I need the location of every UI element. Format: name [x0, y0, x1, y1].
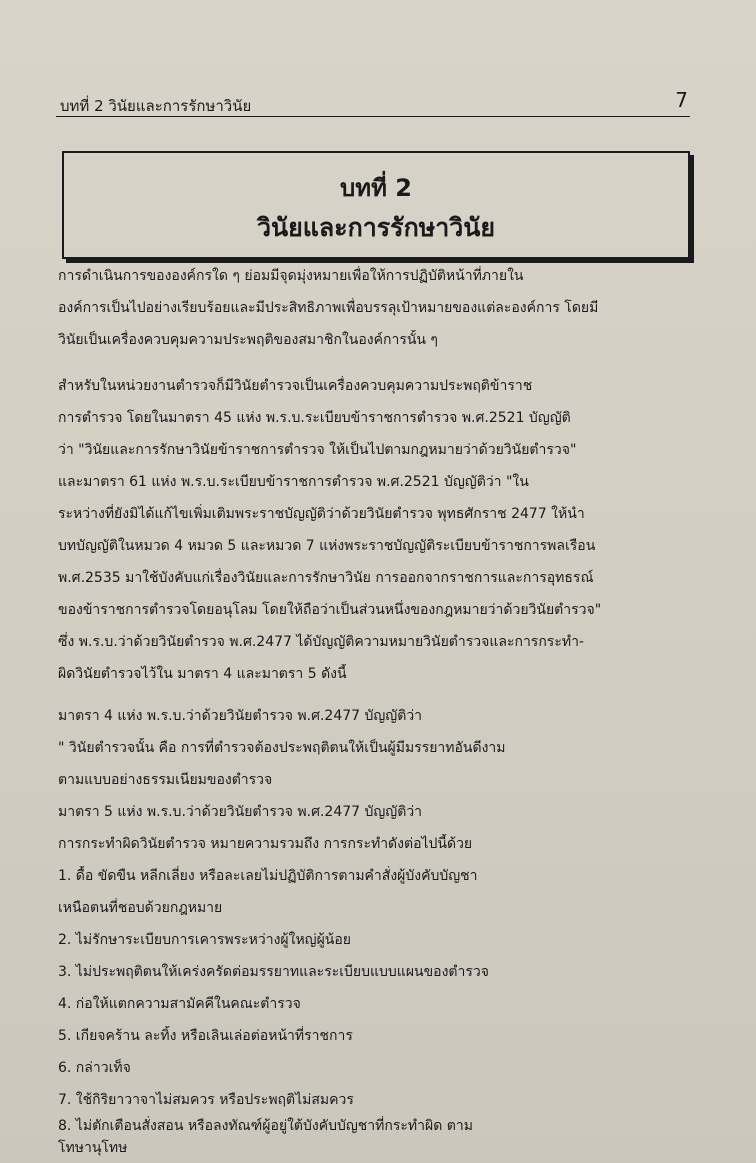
- body-line: 6. กล่าวเท็จ: [58, 1060, 131, 1076]
- body-line: องค์การเป็นไปอย่างเรียบร้อยและมีประสิทธิภาพเพื่อบรรลุเป้าหมายของแต่ละองค์การ โดยมี: [58, 300, 599, 316]
- body-line: " วินัยตำรวจนั้น คือ การที่ตำรวจต้องประพฤติตนให้เป็นผู้มีมรรยาทอันดีงาม: [58, 740, 506, 756]
- body-line: พ.ศ.2535 มาใช้บังคับแก่เรื่องวินัยและการรักษาวินัย การออกจากราชการและการอุทธรณ์: [58, 570, 594, 586]
- body-line: ว่า "วินัยและการรักษาวินัยข้าราชการตำรวจ ให้เป็นไปตามกฎหมายว่าด้วยวินัยตำรวจ": [58, 442, 577, 458]
- body-line: ตามแบบอย่างธรรมเนียมของตำรวจ: [58, 772, 273, 788]
- running-title: บทที่ 2 วินัยและการรักษาวินัย: [60, 97, 252, 115]
- chapter-heading: วินัยและการรักษาวินัย: [256, 213, 496, 242]
- body-line: มาตรา 4 แห่ง พ.ร.บ.ว่าด้วยวินัยตำรวจ พ.ศ.2477 บัญญัติว่า: [58, 708, 423, 724]
- body-line: สำหรับในหน่วยงานตำรวจก็มีวินัยตำรวจเป็นเครื่องควบคุมความประพฤติข้าราช: [58, 378, 533, 394]
- page-number: 7: [675, 88, 688, 112]
- body-line: 3. ไม่ประพฤติตนให้เคร่งครัดต่อมรรยาทและระเบียบแบบแผนของตำรวจ: [58, 964, 489, 980]
- body-line: วินัยเป็นเครื่องควบคุมความประพฤติของสมาชิกในองค์การนั้น ๆ: [58, 332, 438, 348]
- body-line: บทบัญญัติในหมวด 4 หมวด 5 และหมวด 7 แห่งพระราชบัญญัติระเบียบข้าราชการพลเรือน: [58, 538, 596, 554]
- body-line: ระหว่างที่ยังมิได้แก้ไขเพิ่มเติมพระราชบัญญัติว่าด้วยวินัยตำรวจ พุทธศักราช 2477 ให้นำ: [58, 506, 585, 522]
- body-line: ผิดวินัยตำรวจไว้ใน มาตรา 4 และมาตรา 5 ดังนี้: [58, 666, 347, 682]
- body-line: 7. ใช้กิริยาวาจาไม่สมควร หรือประพฤติไม่สมควร: [58, 1092, 354, 1108]
- body-line: การดำเนินการขององค์กรใด ๆ ย่อมมีจุดมุ่งหมายเพื่อให้การปฏิบัติหน้าที่ภายใน: [58, 268, 524, 284]
- body-line: การตำรวจ โดยในมาตรา 45 แห่ง พ.ร.บ.ระเบียบข้าราชการตำรวจ พ.ศ.2521 บัญญัติ: [58, 410, 571, 426]
- body-line: การกระทำผิดวินัยตำรวจ หมายความรวมถึง การกระทำดังต่อไปนี้ด้วย: [58, 836, 473, 852]
- body-line: มาตรา 5 แห่ง พ.ร.บ.ว่าด้วยวินัยตำรวจ พ.ศ.2477 บัญญัติว่า: [58, 804, 423, 820]
- body-line: 8. ไม่ตักเตือนสั่งสอน หรือลงทัณฑ์ผู้อยู่ใต้บังคับบัญชาที่กระทำผิด ตาม: [58, 1118, 473, 1134]
- body-line: และมาตรา 61 แห่ง พ.ร.บ.ระเบียบข้าราชการตำรวจ พ.ศ.2521 บัญญัติว่า "ใน: [58, 474, 529, 490]
- body-line: เหนือตนที่ชอบด้วยกฎหมาย: [58, 900, 223, 916]
- body-line: 4. ก่อให้แตกความสามัคคีในคณะตำรวจ: [58, 996, 301, 1012]
- body-line: ซึ่ง พ.ร.บ.ว่าด้วยวินัยตำรวจ พ.ศ.2477 ได้บัญญัติความหมายวินัยตำรวจและการกระทำ-: [58, 634, 584, 650]
- chapter-title-box: [62, 151, 690, 259]
- chapter-label: บทที่ 2: [340, 174, 412, 202]
- body-line: 1. ดื้อ ขัดขืน หลีกเลี่ยง หรือละเลยไม่ปฏิบัติการตามคำสั่งผู้บังคับบัญชา: [58, 868, 478, 884]
- body-line: ของข้าราชการตำรวจโดยอนุโลม โดยให้ถือว่าเป็นส่วนหนึ่งของกฎหมายว่าด้วยวินัยตำรวจ": [58, 602, 602, 618]
- body-line: 2. ไม่รักษาระเบียบการเคารพระหว่างผู้ใหญ่ผู้น้อย: [58, 932, 351, 948]
- body-line: โทษานุโทษ: [58, 1140, 128, 1156]
- body-line: 5. เกียจคร้าน ละทิ้ง หรือเลินเล่อต่อหน้าที่ราชการ: [58, 1028, 353, 1044]
- page-header: [56, 90, 690, 117]
